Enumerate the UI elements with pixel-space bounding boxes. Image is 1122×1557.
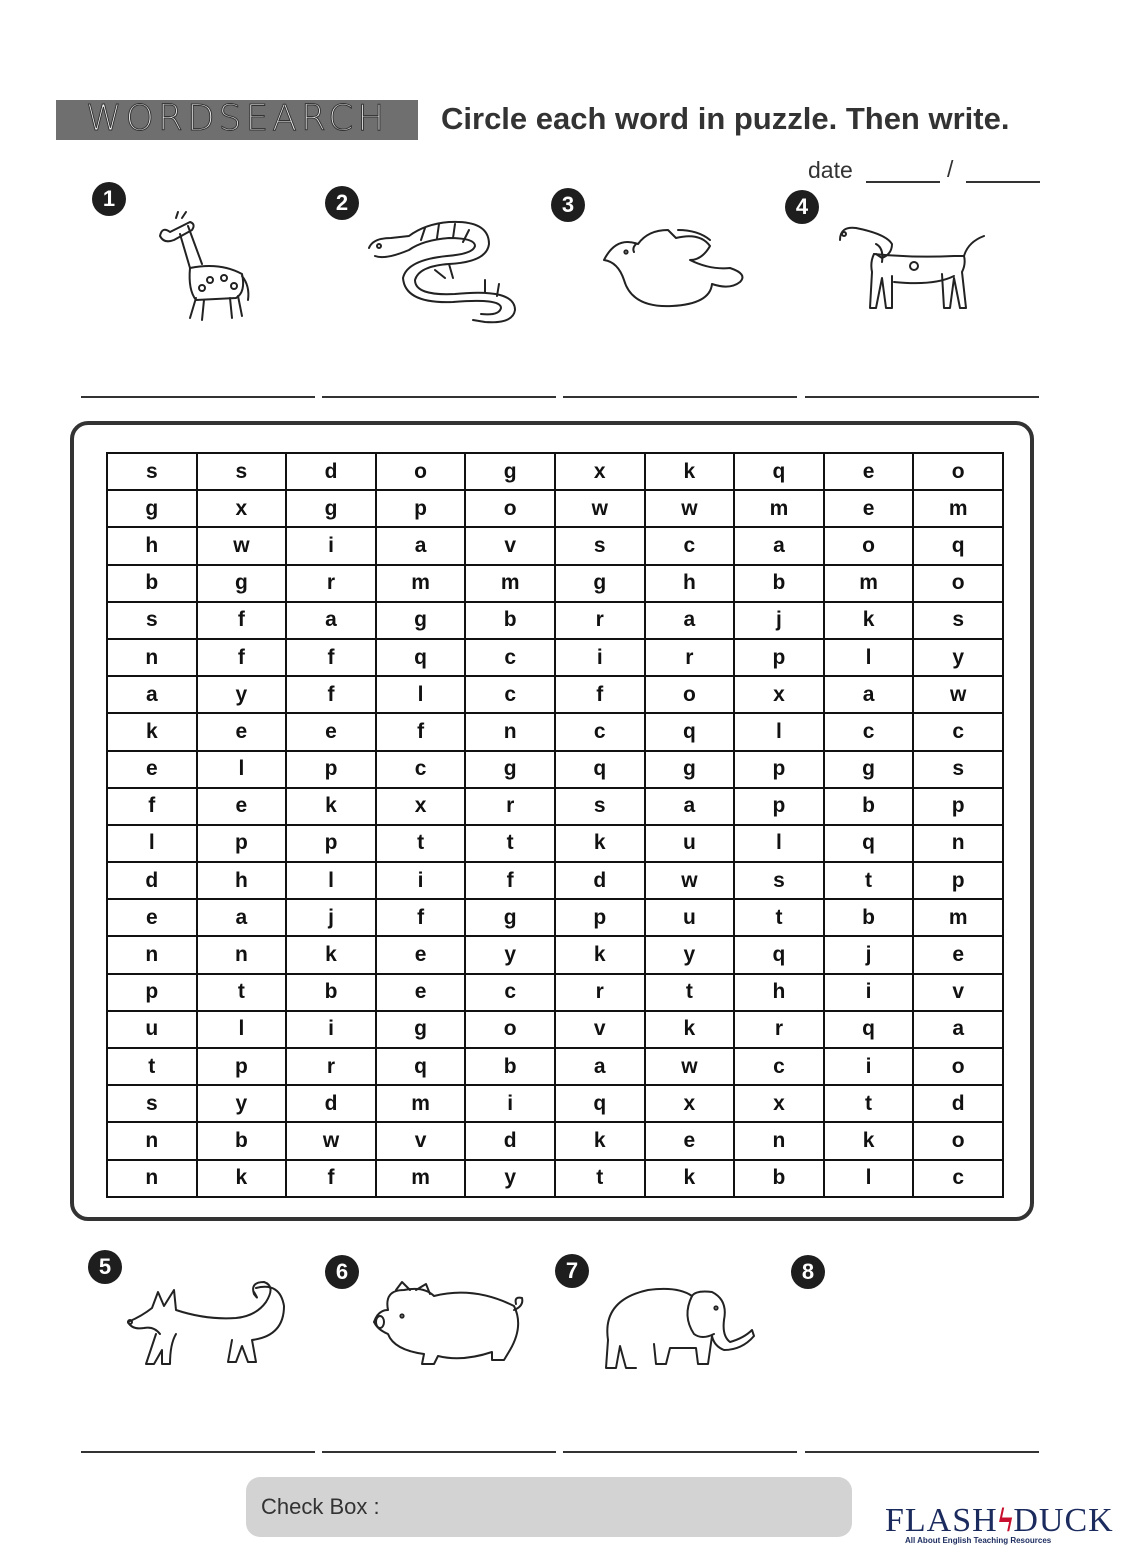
grid-row (107, 1160, 1003, 1197)
grid-cell[interactable]: w (645, 1048, 735, 1085)
grid-row (107, 788, 1003, 825)
item-number-1: 1 (92, 182, 126, 216)
grid-cell[interactable]: e (107, 751, 197, 788)
grid-row (107, 936, 1003, 973)
grid-cell[interactable]: y (465, 936, 555, 973)
grid-row (107, 527, 1003, 564)
item-number-4: 4 (785, 190, 819, 224)
grid-cell[interactable]: q (555, 751, 645, 788)
grid-cell[interactable]: g (286, 490, 376, 527)
grid-cell[interactable]: s (913, 602, 1003, 639)
grid-cell[interactable]: b (824, 899, 914, 936)
grid-row (107, 862, 1003, 899)
grid-cell[interactable]: m (734, 490, 824, 527)
grid-cell[interactable]: o (465, 1011, 555, 1048)
grid-cell[interactable]: f (286, 1160, 376, 1197)
item-number-7: 7 (555, 1254, 589, 1288)
grid-cell[interactable]: w (555, 490, 645, 527)
grid-cell[interactable]: k (197, 1160, 287, 1197)
bird-icon (600, 222, 760, 317)
grid-cell[interactable]: c (734, 1048, 824, 1085)
grid-cell[interactable]: f (376, 899, 466, 936)
grid-cell[interactable]: h (734, 974, 824, 1011)
grid-cell[interactable]: w (286, 1122, 376, 1159)
grid-cell[interactable]: w (645, 490, 735, 527)
grid-cell[interactable]: y (465, 1160, 555, 1197)
grid-cell[interactable]: c (465, 974, 555, 1011)
grid-row (107, 490, 1003, 527)
grid-row (107, 751, 1003, 788)
grid-cell[interactable]: k (107, 713, 197, 750)
grid-cell[interactable]: f (376, 713, 466, 750)
grid-cell[interactable]: o (376, 453, 466, 490)
grid-cell[interactable]: q (734, 453, 824, 490)
grid-cell[interactable]: p (197, 1048, 287, 1085)
grid-cell[interactable]: a (734, 527, 824, 564)
grid-cell[interactable]: c (645, 527, 735, 564)
grid-row (107, 1122, 1003, 1159)
grid-cell[interactable]: b (197, 1122, 287, 1159)
grid-row (107, 899, 1003, 936)
grid-cell[interactable]: b (286, 974, 376, 1011)
answer-line-7[interactable] (563, 1451, 797, 1453)
grid-cell[interactable]: e (824, 453, 914, 490)
grid-cell[interactable]: f (197, 602, 287, 639)
dog-icon (830, 222, 995, 314)
grid-cell[interactable]: a (286, 602, 376, 639)
grid-row (107, 1011, 1003, 1048)
grid-cell[interactable]: f (555, 676, 645, 713)
answer-line-1[interactable] (81, 396, 315, 398)
grid-cell[interactable]: m (913, 490, 1003, 527)
grid-row (107, 825, 1003, 862)
grid-cell[interactable]: x (376, 788, 466, 825)
grid-cell[interactable]: m (376, 565, 466, 602)
grid-cell[interactable]: u (645, 899, 735, 936)
grid-cell[interactable]: e (376, 936, 466, 973)
grid-cell[interactable]: p (734, 639, 824, 676)
grid-cell[interactable]: v (376, 1122, 466, 1159)
grid-cell[interactable]: s (913, 751, 1003, 788)
grid-cell[interactable]: g (645, 751, 735, 788)
grid-cell[interactable]: u (107, 1011, 197, 1048)
grid-cell[interactable]: r (286, 565, 376, 602)
grid-cell[interactable]: d (555, 862, 645, 899)
answer-line-8[interactable] (805, 1451, 1039, 1453)
grid-cell[interactable]: f (286, 639, 376, 676)
title-banner (56, 100, 418, 140)
grid-cell[interactable]: s (734, 862, 824, 899)
grid-cell[interactable]: w (197, 527, 287, 564)
grid-cell[interactable]: x (645, 1085, 735, 1122)
grid-cell[interactable]: t (824, 1085, 914, 1122)
answer-line-5[interactable] (81, 1451, 315, 1453)
date-separator: / (947, 156, 954, 182)
grid-cell[interactable]: l (734, 713, 824, 750)
grid-cell[interactable]: k (555, 936, 645, 973)
grid-cell[interactable]: s (107, 453, 197, 490)
grid-cell[interactable]: r (286, 1048, 376, 1085)
grid-cell[interactable]: h (107, 527, 197, 564)
grid-cell[interactable]: k (286, 936, 376, 973)
grid-row (107, 1048, 1003, 1085)
grid-cell[interactable]: v (913, 974, 1003, 1011)
grid-cell[interactable]: t (376, 825, 466, 862)
grid-cell[interactable]: q (376, 639, 466, 676)
grid-cell[interactable]: n (107, 1160, 197, 1197)
grid-row (107, 713, 1003, 750)
grid-cell[interactable]: i (376, 862, 466, 899)
grid-cell[interactable]: g (465, 751, 555, 788)
grid-cell[interactable]: f (286, 676, 376, 713)
grid-cell[interactable]: b (734, 1160, 824, 1197)
grid-cell[interactable]: x (197, 490, 287, 527)
grid-cell[interactable]: p (197, 825, 287, 862)
grid-cell[interactable]: e (197, 788, 287, 825)
pig-icon (368, 1280, 530, 1372)
grid-cell[interactable]: q (734, 936, 824, 973)
grid-cell[interactable]: k (645, 1160, 735, 1197)
grid-cell[interactable]: c (376, 751, 466, 788)
grid-cell[interactable]: g (107, 490, 197, 527)
grid-cell[interactable]: p (913, 788, 1003, 825)
grid-cell[interactable]: g (555, 565, 645, 602)
grid-cell[interactable]: p (286, 825, 376, 862)
item-number-2: 2 (325, 186, 359, 220)
logo-tagline: All About English Teaching Resources (905, 1536, 1052, 1545)
grid-cell[interactable]: m (376, 1160, 466, 1197)
grid-cell[interactable]: e (376, 974, 466, 1011)
grid-cell[interactable]: r (465, 788, 555, 825)
grid-cell[interactable]: y (645, 936, 735, 973)
grid-cell[interactable]: l (197, 751, 287, 788)
elephant-icon (600, 1280, 755, 1375)
grid-cell[interactable]: w (913, 676, 1003, 713)
grid-cell[interactable]: j (734, 602, 824, 639)
grid-cell[interactable]: e (286, 713, 376, 750)
grid-cell[interactable]: r (645, 639, 735, 676)
grid-cell[interactable]: g (376, 602, 466, 639)
grid-cell[interactable]: t (107, 1048, 197, 1085)
grid-cell[interactable]: e (913, 936, 1003, 973)
grid-cell[interactable]: a (645, 602, 735, 639)
grid-cell[interactable]: p (555, 899, 645, 936)
grid-row (107, 1085, 1003, 1122)
grid-cell[interactable]: g (824, 751, 914, 788)
grid-cell[interactable]: q (376, 1048, 466, 1085)
grid-cell[interactable]: s (107, 1085, 197, 1122)
grid-cell[interactable]: e (645, 1122, 735, 1159)
grid-cell[interactable]: q (645, 713, 735, 750)
answer-line-6[interactable] (322, 1451, 556, 1453)
grid-cell[interactable]: o (913, 565, 1003, 602)
answer-line-4[interactable] (805, 396, 1039, 398)
grid-cell[interactable]: e (824, 490, 914, 527)
grid-cell[interactable]: i (465, 1085, 555, 1122)
grid-cell[interactable]: s (555, 527, 645, 564)
grid-cell[interactable]: n (107, 936, 197, 973)
answer-line-2[interactable] (322, 396, 556, 398)
grid-cell[interactable]: p (913, 862, 1003, 899)
grid-cell[interactable]: c (465, 676, 555, 713)
grid-cell[interactable]: p (376, 490, 466, 527)
grid-cell[interactable]: s (555, 788, 645, 825)
grid-cell[interactable]: b (824, 788, 914, 825)
grid-cell[interactable]: a (824, 676, 914, 713)
grid-cell[interactable]: x (734, 676, 824, 713)
grid-cell[interactable]: l (376, 676, 466, 713)
grid-cell[interactable]: s (197, 453, 287, 490)
grid-cell[interactable]: c (824, 713, 914, 750)
grid-cell[interactable]: q (824, 825, 914, 862)
grid-cell[interactable]: n (107, 639, 197, 676)
grid-cell[interactable]: l (107, 825, 197, 862)
item-number-8: 8 (791, 1255, 825, 1289)
grid-row (107, 974, 1003, 1011)
grid-cell[interactable]: i (555, 639, 645, 676)
grid-cell[interactable]: k (645, 453, 735, 490)
grid-cell[interactable]: c (913, 713, 1003, 750)
grid-cell[interactable]: k (824, 602, 914, 639)
grid-cell[interactable]: d (286, 1085, 376, 1122)
grid-cell[interactable]: a (107, 676, 197, 713)
grid-cell[interactable]: t (645, 974, 735, 1011)
grid-cell[interactable]: n (913, 825, 1003, 862)
grid-cell[interactable]: o (824, 527, 914, 564)
grid-cell[interactable]: n (734, 1122, 824, 1159)
grid-cell[interactable]: g (465, 453, 555, 490)
grid-cell[interactable]: t (465, 825, 555, 862)
grid-cell[interactable]: n (465, 713, 555, 750)
grid-cell[interactable]: j (824, 936, 914, 973)
grid-cell[interactable]: a (913, 1011, 1003, 1048)
grid-cell[interactable]: l (734, 825, 824, 862)
item-number-3: 3 (551, 188, 585, 222)
grid-cell[interactable]: b (465, 602, 555, 639)
grid-cell[interactable]: t (555, 1160, 645, 1197)
grid-row (107, 453, 1003, 490)
grid-cell[interactable]: k (555, 1122, 645, 1159)
grid-row (107, 565, 1003, 602)
grid-cell[interactable]: b (465, 1048, 555, 1085)
logo-text-duck: DUCK (1013, 1502, 1114, 1539)
grid-cell[interactable]: m (465, 565, 555, 602)
grid-cell[interactable]: v (555, 1011, 645, 1048)
grid-cell[interactable]: v (465, 527, 555, 564)
grid-cell[interactable]: m (824, 565, 914, 602)
grid-row (107, 639, 1003, 676)
grid-cell[interactable]: h (645, 565, 735, 602)
grid-cell[interactable]: p (107, 974, 197, 1011)
grid-cell[interactable]: y (197, 1085, 287, 1122)
grid-cell[interactable]: q (555, 1085, 645, 1122)
date-day-line[interactable] (966, 181, 1040, 183)
grid-cell[interactable]: i (286, 1011, 376, 1048)
grid-cell[interactable]: n (197, 936, 287, 973)
grid-cell[interactable]: x (555, 453, 645, 490)
grid-cell[interactable]: f (197, 639, 287, 676)
grid-cell[interactable]: g (376, 1011, 466, 1048)
grid-cell[interactable]: d (465, 1122, 555, 1159)
grid-cell[interactable]: r (555, 974, 645, 1011)
grid-cell[interactable]: o (913, 1122, 1003, 1159)
logo-text-flash: FLASH (885, 1502, 998, 1539)
grid-cell[interactable]: m (376, 1085, 466, 1122)
grid-cell[interactable]: k (824, 1122, 914, 1159)
grid-cell[interactable]: b (107, 565, 197, 602)
date-label: date (808, 157, 853, 183)
grid-cell[interactable]: b (734, 565, 824, 602)
grid-cell[interactable]: q (913, 527, 1003, 564)
grid-cell[interactable]: m (913, 899, 1003, 936)
grid-cell[interactable]: g (197, 565, 287, 602)
grid-cell[interactable]: p (734, 751, 824, 788)
item-number-5: 5 (88, 1250, 122, 1284)
grid-cell[interactable]: y (913, 639, 1003, 676)
grid-cell[interactable]: c (913, 1160, 1003, 1197)
grid-row (107, 602, 1003, 639)
check-box[interactable] (246, 1477, 852, 1537)
wordsearch-grid[interactable] (106, 452, 1004, 1198)
grid-cell[interactable]: d (913, 1085, 1003, 1122)
grid-row (107, 676, 1003, 713)
grid-cell[interactable]: k (645, 1011, 735, 1048)
page-title: WORDSEARCH (86, 98, 389, 139)
grid-cell[interactable]: w (645, 862, 735, 899)
grid-cell[interactable]: k (555, 825, 645, 862)
grid-cell[interactable]: i (824, 1048, 914, 1085)
grid-cell[interactable]: c (465, 639, 555, 676)
grid-cell[interactable]: s (107, 602, 197, 639)
grid-cell[interactable]: a (645, 788, 735, 825)
grid-cell[interactable]: x (734, 1085, 824, 1122)
grid-cell[interactable]: n (107, 1122, 197, 1159)
check-box-label: Check Box : (261, 1494, 380, 1519)
grid-cell[interactable]: a (555, 1048, 645, 1085)
fox-icon (126, 1280, 288, 1370)
item-number-6: 6 (325, 1255, 359, 1289)
grid-cell[interactable]: u (645, 825, 735, 862)
instruction-text: Circle each word in puzzle. Then write. (441, 101, 1010, 136)
grid-cell[interactable]: j (286, 899, 376, 936)
grid-cell[interactable]: r (555, 602, 645, 639)
grid-cell[interactable]: l (824, 639, 914, 676)
date-month-line[interactable] (866, 181, 940, 183)
grid-cell[interactable]: g (465, 899, 555, 936)
grid-cell[interactable]: f (465, 862, 555, 899)
grid-cell[interactable]: k (286, 788, 376, 825)
answer-line-3[interactable] (563, 396, 797, 398)
grid-cell[interactable]: o (645, 676, 735, 713)
grid-cell[interactable]: r (734, 1011, 824, 1048)
grid-cell[interactable]: d (107, 862, 197, 899)
grid-cell[interactable]: l (286, 862, 376, 899)
grid-cell[interactable]: p (734, 788, 824, 825)
grid-cell[interactable]: a (197, 899, 287, 936)
grid-cell[interactable]: f (107, 788, 197, 825)
grid-cell[interactable]: o (913, 453, 1003, 490)
grid-cell[interactable]: a (376, 527, 466, 564)
grid-cell[interactable]: e (107, 899, 197, 936)
grid-cell[interactable]: t (824, 862, 914, 899)
flash-duck-logo (885, 1502, 1114, 1545)
grid-cell[interactable]: e (197, 713, 287, 750)
grid-cell[interactable]: q (824, 1011, 914, 1048)
grid-cell[interactable]: h (197, 862, 287, 899)
lightning-bolt-icon: ϟ (997, 1502, 1014, 1539)
grid-cell[interactable]: t (197, 974, 287, 1011)
grid-cell[interactable]: l (197, 1011, 287, 1048)
grid-cell[interactable]: y (197, 676, 287, 713)
snake-icon (365, 212, 530, 324)
grid-cell[interactable]: c (555, 713, 645, 750)
grid-cell[interactable]: l (824, 1160, 914, 1197)
grid-cell[interactable]: t (734, 899, 824, 936)
grid-cell[interactable]: p (286, 751, 376, 788)
grid-cell[interactable]: d (286, 453, 376, 490)
grid-cell[interactable]: i (286, 527, 376, 564)
grid-cell[interactable]: o (465, 490, 555, 527)
grid-cell[interactable]: o (913, 1048, 1003, 1085)
grid-cell[interactable]: i (824, 974, 914, 1011)
giraffe-icon (150, 210, 260, 325)
